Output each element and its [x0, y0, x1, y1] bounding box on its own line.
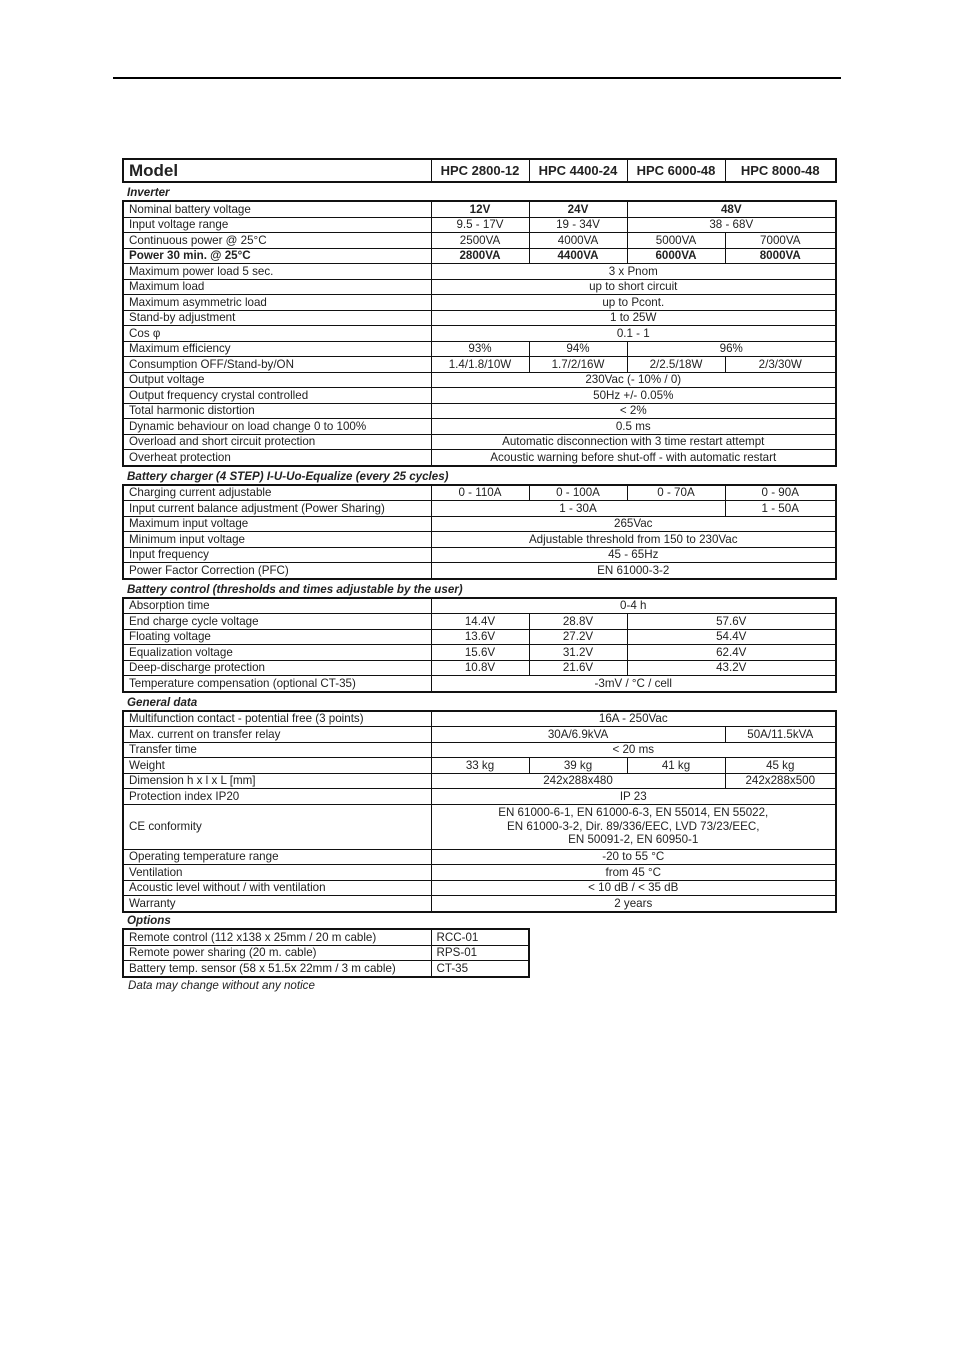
spec-value: 1.4/1.8/10W	[431, 357, 529, 373]
option-code: CT-35	[431, 961, 529, 977]
spec-label: Total harmonic distortion	[123, 403, 431, 419]
spec-label: Weight	[123, 758, 431, 774]
spec-value: 0.1 - 1	[431, 326, 836, 342]
spec-value: 10.8V	[431, 660, 529, 676]
spec-value: -3mV / °C / cell	[431, 676, 836, 692]
spec-row	[123, 233, 836, 249]
model-name: HPC 8000-48	[725, 159, 836, 182]
spec-value: 1 - 30A	[431, 501, 725, 517]
spec-label: Minimum input voltage	[123, 532, 431, 548]
spec-label: Maximum load	[123, 279, 431, 295]
spec-value: 15.6V	[431, 645, 529, 661]
spec-value-line: EN 50091-2, EN 60950-1	[568, 833, 699, 847]
spec-value: 16A - 250Vac	[431, 711, 836, 727]
spec-value: 7000VA	[725, 233, 836, 249]
spec-value: IP 23	[431, 789, 836, 805]
spec-value: -20 to 55 °C	[431, 849, 836, 865]
spec-row	[123, 264, 836, 280]
spec-value: from 45 °C	[431, 865, 836, 881]
options-title: Options	[127, 914, 171, 927]
spec-row	[123, 357, 836, 373]
section-control	[122, 597, 837, 693]
spec-value: 0 - 70A	[627, 485, 725, 501]
spec-row	[123, 711, 836, 727]
spec-label: Power 30 min. @ 25°C	[123, 248, 431, 264]
spec-row	[123, 485, 836, 501]
option-label: Remote control (112 x138 x 25mm / 20 m cable)	[123, 929, 431, 945]
spec-value: 50Hz +/- 0.05%	[431, 388, 836, 404]
spec-label: Power Factor Correction (PFC)	[123, 563, 431, 579]
spec-row	[123, 279, 836, 295]
spec-row	[123, 310, 836, 326]
spec-value: 4400VA	[529, 248, 627, 264]
option-row	[123, 929, 529, 945]
spec-label: Stand-by adjustment	[123, 310, 431, 326]
spec-value: Adjustable threshold from 150 to 230Vac	[431, 532, 836, 548]
spec-row	[123, 388, 836, 404]
spec-value: 57.6V	[627, 614, 836, 630]
spec-value: EN 61000-3-2	[431, 563, 836, 579]
spec-value: 93%	[431, 341, 529, 357]
spec-value: 1 - 50A	[725, 501, 836, 517]
spec-row	[123, 660, 836, 676]
spec-value: 0.5 ms	[431, 419, 836, 435]
section-general	[122, 710, 837, 913]
spec-value	[431, 804, 836, 849]
spec-row	[123, 645, 836, 661]
spec-row	[123, 758, 836, 774]
spec-label: Consumption OFF/Stand-by/ON	[123, 357, 431, 373]
spec-value: 1.7/2/16W	[529, 357, 627, 373]
option-label: Remote power sharing (20 m. cable)	[123, 945, 431, 961]
options-table	[122, 928, 530, 978]
spec-row	[123, 614, 836, 630]
spec-label: Ventilation	[123, 865, 431, 881]
spec-row	[123, 849, 836, 865]
spec-row	[123, 563, 836, 579]
spec-row	[123, 676, 836, 692]
spec-row	[123, 598, 836, 614]
section-title-inverter: Inverter	[127, 186, 170, 199]
spec-value: 45 kg	[725, 758, 836, 774]
spec-value: Automatic disconnection with 3 time restart attempt	[431, 434, 836, 450]
spec-row	[123, 501, 836, 517]
spec-value: 31.2V	[529, 645, 627, 661]
option-code: RPS-01	[431, 945, 529, 961]
spec-label: Output voltage	[123, 372, 431, 388]
spec-label: Continuous power @ 25°C	[123, 233, 431, 249]
spec-value: Acoustic warning before shut-off - with automatic restart	[431, 450, 836, 466]
spec-row	[123, 804, 836, 849]
spec-value: 3 x Pnom	[431, 264, 836, 280]
spec-row	[123, 896, 836, 912]
spec-row	[123, 341, 836, 357]
spec-label: Input voltage range	[123, 217, 431, 233]
spec-value: 30A/6.9kVA	[431, 727, 725, 743]
spec-label: Input current balance adjustment (Power Sharing)	[123, 501, 431, 517]
spec-value: 8000VA	[725, 248, 836, 264]
spec-value: 21.6V	[529, 660, 627, 676]
spec-value: 38 - 68V	[627, 217, 836, 233]
spec-row	[123, 326, 836, 342]
spec-label: Nominal battery voltage	[123, 201, 431, 217]
spec-value: 4000VA	[529, 233, 627, 249]
spec-value: 14.4V	[431, 614, 529, 630]
section-title-control: Battery control (thresholds and times adjustable by the user)	[127, 582, 463, 596]
spec-value: 62.4V	[627, 645, 836, 661]
spec-label: Transfer time	[123, 742, 431, 758]
spec-label: Overload and short circuit protection	[123, 434, 431, 450]
spec-row	[123, 532, 836, 548]
spec-label: Operating temperature range	[123, 849, 431, 865]
model-name: HPC 2800-12	[431, 159, 529, 182]
spec-value: 242x288x480	[431, 773, 725, 789]
spec-value: 265Vac	[431, 516, 836, 532]
spec-value: up to short circuit	[431, 279, 836, 295]
spec-label: Maximum efficiency	[123, 341, 431, 357]
spec-value: up to Pcont.	[431, 295, 836, 311]
spec-row	[123, 789, 836, 805]
header-rule	[113, 77, 841, 79]
spec-value: < 2%	[431, 403, 836, 419]
spec-value: 0 - 90A	[725, 485, 836, 501]
spec-row	[123, 403, 836, 419]
spec-value: 19 - 34V	[529, 217, 627, 233]
spec-row	[123, 727, 836, 743]
spec-row	[123, 372, 836, 388]
spec-row	[123, 295, 836, 311]
spec-value: 2500VA	[431, 233, 529, 249]
model-name: HPC 4400-24	[529, 159, 627, 182]
spec-label: Dimension h x l x L [mm]	[123, 773, 431, 789]
change-notice: Data may change without any notice	[128, 978, 315, 992]
spec-row	[123, 880, 836, 896]
spec-value: 230Vac (- 10% / 0)	[431, 372, 836, 388]
model-header-row	[123, 159, 836, 182]
spec-label: Maximum asymmetric load	[123, 295, 431, 311]
spec-label: Temperature compensation (optional CT-35)	[123, 676, 431, 692]
spec-value: 12V	[431, 201, 529, 217]
spec-value-line: EN 61000-3-2, Dir. 89/336/EEC, LVD 73/23/EEC,	[507, 819, 760, 833]
spec-row	[123, 742, 836, 758]
spec-value: 45 - 65Hz	[431, 547, 836, 563]
spec-label: Protection index IP20	[123, 789, 431, 805]
spec-value: < 20 ms	[431, 742, 836, 758]
spec-value: 27.2V	[529, 629, 627, 645]
option-row	[123, 945, 529, 961]
spec-value: 13.6V	[431, 629, 529, 645]
spec-label: Max. current on transfer relay	[123, 727, 431, 743]
spec-label: CE conformity	[123, 804, 431, 849]
spec-label: Warranty	[123, 896, 431, 912]
spec-row	[123, 248, 836, 264]
spec-label: Deep-discharge protection	[123, 660, 431, 676]
option-code: RCC-01	[431, 929, 529, 945]
spec-label: Input frequency	[123, 547, 431, 563]
model-label: Model	[123, 159, 431, 182]
spec-value: 2/3/30W	[725, 357, 836, 373]
section-charger	[122, 484, 837, 580]
model-name: HPC 6000-48	[627, 159, 725, 182]
spec-label: Overheat protection	[123, 450, 431, 466]
spec-value: 50A/11.5kVA	[725, 727, 836, 743]
spec-value: 43.2V	[627, 660, 836, 676]
spec-value: 5000VA	[627, 233, 725, 249]
spec-row	[123, 419, 836, 435]
spec-label: Multifunction contact - potential free (3 points)	[123, 711, 431, 727]
spec-value: 1 to 25W	[431, 310, 836, 326]
option-row	[123, 961, 529, 977]
spec-row	[123, 450, 836, 466]
spec-value: 96%	[627, 341, 836, 357]
spec-label: Output frequency crystal controlled	[123, 388, 431, 404]
spec-label: Maximum power load 5 sec.	[123, 264, 431, 280]
options-block	[122, 912, 528, 992]
spec-row	[123, 434, 836, 450]
spec-row	[123, 516, 836, 532]
spec-label: Cos φ	[123, 326, 431, 342]
model-header-table	[122, 158, 837, 183]
spec-value: 242x288x500	[725, 773, 836, 789]
spec-value: 2/2.5/18W	[627, 357, 725, 373]
spec-label: Maximum input voltage	[123, 516, 431, 532]
spec-value: < 10 dB / < 35 dB	[431, 880, 836, 896]
spec-row	[123, 773, 836, 789]
spec-value: 33 kg	[431, 758, 529, 774]
spec-row	[123, 629, 836, 645]
spec-label: Acoustic level without / with ventilation	[123, 880, 431, 896]
spec-row	[123, 201, 836, 217]
spec-value: 39 kg	[529, 758, 627, 774]
spec-label: Floating voltage	[123, 629, 431, 645]
section-title-general: General data	[127, 695, 198, 709]
spec-value: 0 - 100A	[529, 485, 627, 501]
spec-label: Dynamic behaviour on load change 0 to 100%	[123, 419, 431, 435]
spec-value: 2 years	[431, 896, 836, 912]
section-title-charger: Battery charger (4 STEP) I-U-Uo-Equalize (every 25 cycles)	[127, 469, 449, 483]
spec-label: End charge cycle voltage	[123, 614, 431, 630]
spec-value: 9.5 - 17V	[431, 217, 529, 233]
spec-row	[123, 547, 836, 563]
spec-value: 54.4V	[627, 629, 836, 645]
spec-label: Equalization voltage	[123, 645, 431, 661]
option-label: Battery temp. sensor (58 x 51.5x 22mm / 3 m cable)	[123, 961, 431, 977]
spec-label: Charging current adjustable	[123, 485, 431, 501]
spec-row	[123, 217, 836, 233]
spec-value-line: EN 61000-6-1, EN 61000-6-3, EN 55014, EN 55022,	[498, 806, 769, 820]
spec-value: 0 - 110A	[431, 485, 529, 501]
spec-value: 2800VA	[431, 248, 529, 264]
spec-value: 28.8V	[529, 614, 627, 630]
spec-value: 6000VA	[627, 248, 725, 264]
spec-row	[123, 865, 836, 881]
spec-value: 48V	[627, 201, 836, 217]
spec-value: 24V	[529, 201, 627, 217]
spec-value: 94%	[529, 341, 627, 357]
spec-table	[122, 158, 835, 913]
spec-label: Absorption time	[123, 598, 431, 614]
section-inverter	[122, 200, 837, 467]
spec-value: 0-4 h	[431, 598, 836, 614]
spec-value: 41 kg	[627, 758, 725, 774]
